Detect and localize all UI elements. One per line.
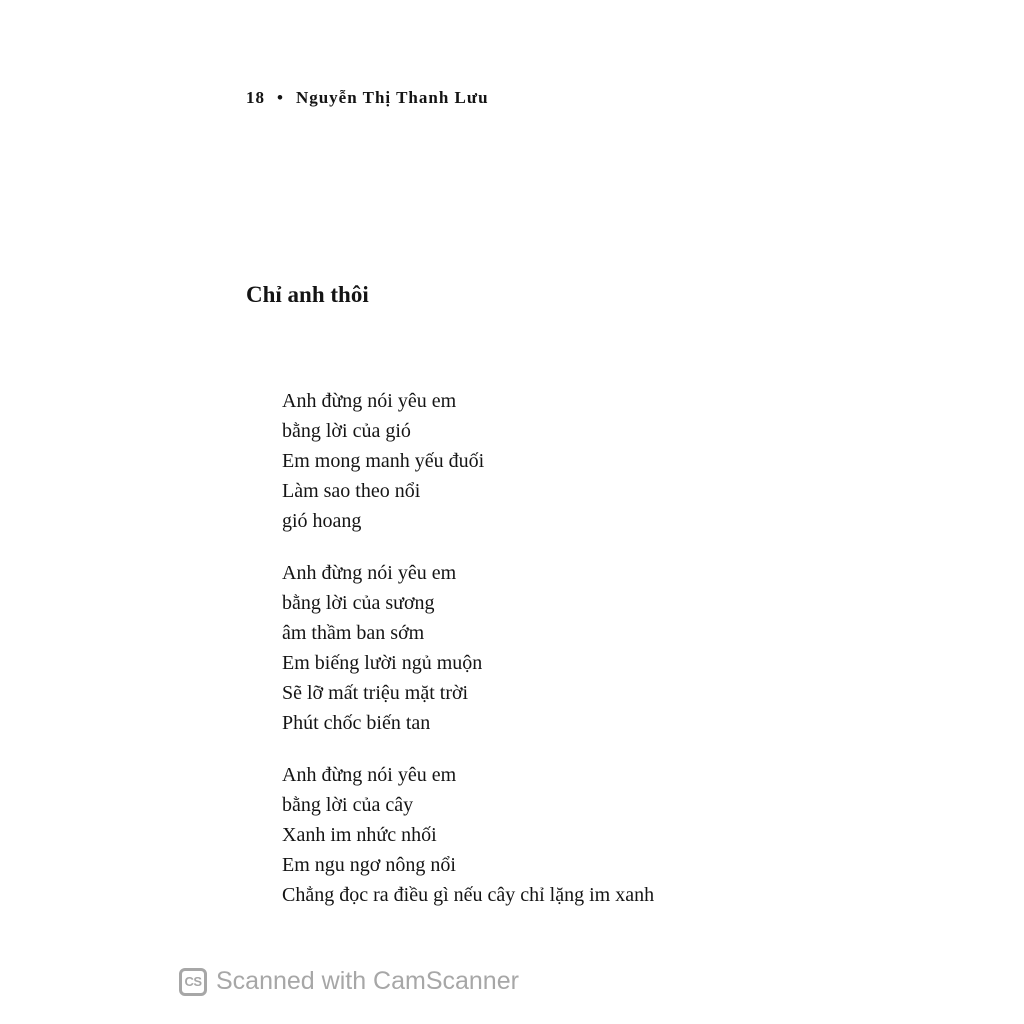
stanza-3: [282, 760, 654, 910]
verse-line: Em biếng lười ngủ muộn: [282, 652, 483, 674]
verse-line: Làm sao theo nổi: [282, 480, 421, 502]
verse-line: bằng lời của sương: [282, 592, 435, 614]
verse-line: Anh đừng nói yêu em: [282, 390, 457, 412]
verse-line: Phút chốc biến tan: [282, 712, 431, 734]
separator-bullet: •: [277, 88, 284, 107]
page-number: 18: [246, 88, 265, 107]
camscanner-logo-icon: CS: [179, 968, 207, 996]
poem-title: Chỉ anh thôi: [246, 282, 369, 307]
verse-line: bằng lời của gió: [282, 420, 411, 442]
verse-line: Em mong manh yếu đuối: [282, 450, 485, 472]
verse-line: Xanh im nhức nhối: [282, 824, 437, 846]
camscanner-watermark: [179, 967, 519, 996]
poem-body: [282, 386, 654, 910]
verse-line: âm thầm ban sớm: [282, 622, 425, 644]
verse-line: Em ngu ngơ nông nổi: [282, 854, 456, 876]
verse-line: Sẽ lỡ mất triệu mặt trời: [282, 682, 469, 704]
author-name: Nguyễn Thị Thanh Lưu: [295, 88, 489, 107]
stanza-2: [282, 558, 654, 738]
verse-line: bằng lời của cây: [282, 794, 414, 816]
verse-line: Chẳng đọc ra điều gì nếu cây chỉ lặng im xanh: [282, 884, 655, 906]
watermark-text: Scanned with CamScanner: [216, 967, 519, 995]
stanza-1: [282, 386, 654, 536]
verse-line: Anh đừng nói yêu em: [282, 562, 457, 584]
running-head: [246, 88, 489, 108]
verse-line: Anh đừng nói yêu em: [282, 764, 457, 786]
verse-line: gió hoang: [282, 510, 362, 532]
